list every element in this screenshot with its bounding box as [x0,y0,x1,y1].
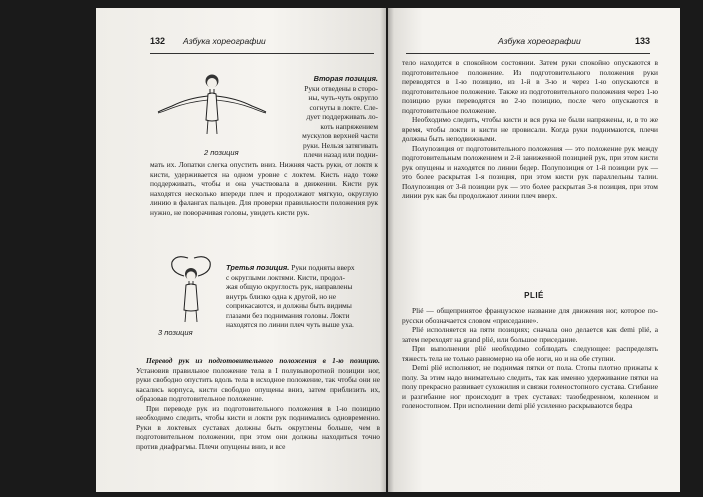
second-position-body [150,160,378,217]
third-position-heading: Третья позиция. [226,263,290,272]
paragraph: тело находится в спокойном состоянии. Затем руки спокойно опускаются в подготовительное положение. Из подготовительного положения руки переводятся в 1-ю позицию, из 1-й в 3-ю и через 1-ю опускаются в подготовительное положение. Также из подготовительного положения через 1-ю позицию руки переводятся во 2-ю позицию, после чего опускаются в подготовительное положение. [402,58,658,115]
paragraph: Demi plié исполняют, не поднимая пятки от пола. Стопы плотно прижаты к полу. За этим надо внимательно следить, так как именно удерживание пятки на полу прекрасно развивает сухожилия и связки голеностопного сустава. Сгибание и разгибание ног происходит в трех суставах: тазобедренном, коленном и голеностопном. При исполнении demi plié усиленно раскрываются бедра [402,363,658,410]
header-rule [150,53,374,54]
third-position-line: глазами без поднимания головы. Локти [226,310,350,320]
second-position-side-text [272,74,378,160]
running-head-left [150,36,374,50]
right-body-top [402,58,658,201]
third-position-line: Руки подняты вверх [291,263,355,272]
second-position-line: плечи назад или подни- [303,150,378,159]
running-title: Азбука хореографии [498,36,581,46]
third-position-line: находятся по линии плеч чуть выше уха. [226,320,354,329]
paragraph: При выполнении plié необходимо соблюдать следующее: распределять тяжесть тела не только равномерно на обе ноги, но и на обе ступни. [402,344,658,363]
running-head-right [406,36,650,50]
third-position-line: внутрь близко одна к другой, но не [226,291,337,301]
paragraph: Plié исполняется на пяти позициях; сначала оно делается как demi plié, а затем переходят на grand plié, или большое приседание. [402,325,658,344]
running-title: Азбука хореографии [183,36,266,46]
section-title: PLIÉ [524,291,544,300]
second-position-figure [152,68,272,146]
second-position-line: мускулов верхней части [302,131,378,140]
third-position-line: соприкасаются, и должны быть видимы [226,301,352,310]
gutter-shadow [380,8,386,492]
figure2-caption: 3 позиция [158,328,193,337]
page-number: 132 [150,36,166,46]
second-position-line: коть напряжением [320,121,378,131]
right-page [388,8,680,492]
paragraph: Plié — общепринятое французское название для движения ног, которое по-русски обозначается словом «приседание». [402,306,658,325]
second-position-heading: Вторая позиция. [313,74,378,83]
paragraph: Необходимо следить, чтобы кисти и вся рука не были напряжены, и, в то же время, чтобы локти и кисти не провисали. Когда руки поднимаются, плечи должны быть неподвижными. [402,115,658,143]
header-rule [406,53,650,54]
second-position-line: дует поддерживать ло- [306,112,378,121]
figure1-caption: 2 позиция [204,148,239,157]
transfer-paragraph-2: При переводе рук из подготовительного положения в 1-ю позицию необходимо следить, чтобы кисти и локти рук поднимались одновременно. Руки в локтевых суставах должны быть округлены больше, чем в подготовительном положении, при этом они должны находиться точно против диафрагмы. Плечи опущены вниз, и все [136,403,380,451]
transfer-heading: Перевод рук из подготовительного положения в 1-ю позицию. [146,356,380,365]
third-position-line: жая общую округлость рук, направлены [226,282,353,291]
second-position-line: Руки отведены в сторо- [304,83,378,93]
paragraph: мать их. Лопатки слегка опустить вниз. Нижняя часть руки, от локтя к кисти, удерживается на одном уровне с локтем. Кисть надо тоже поддерживать, чтобы и она участвовала в движении. Кисти рук находятся несколько впереди плеч и продолжают мягкую, округлую линию в фалангах пальцев. Для проверки правильности положения рук нужно, не поворачивая головы, увидеть кисти рук. [150,160,378,217]
left-page [96,8,386,492]
page-number: 133 [634,36,650,46]
third-position-first-line [226,263,380,273]
second-position-line: согнуты в локте. Сле- [309,102,378,112]
third-position-line: с округлыми локтями. Кисти, продол- [226,272,345,282]
transfer-paragraph [136,356,380,404]
transfer-text: Установив правильное положение тела в I полувыворотной позиции ног, руки свободно опустить вдоль тела в исходное положение, так чтобы они не касались корпуса, кисти свободно опущены вниз, затем приблизить их, образовав подготовительное положение. [136,365,380,403]
third-position-figure [158,254,224,324]
second-position-line: ны, чуть-чуть округло [308,93,378,102]
gutter-shadow [388,8,394,492]
paragraph: Полупозиция от подготовительного положения — это положение рук между подготовительным положением и 2-й заниженной позицией рук, при этом кисти рук опущены и находятся по линии бедер. Полупозиция от 1-й позиции рук — это более раскрытая 1-я позиция, при этом кисти рук параллельны талии. Полупозиция от 3-й позиции рук — это более раскрытая 3-я позиция, при этом линии рук как бы продолжают линии плеч вверх. [402,143,658,200]
third-position-text [226,263,380,330]
right-body-bottom [402,306,658,411]
transfer-section [136,356,380,451]
second-position-line: руки. Нельзя затягивать [303,140,378,150]
